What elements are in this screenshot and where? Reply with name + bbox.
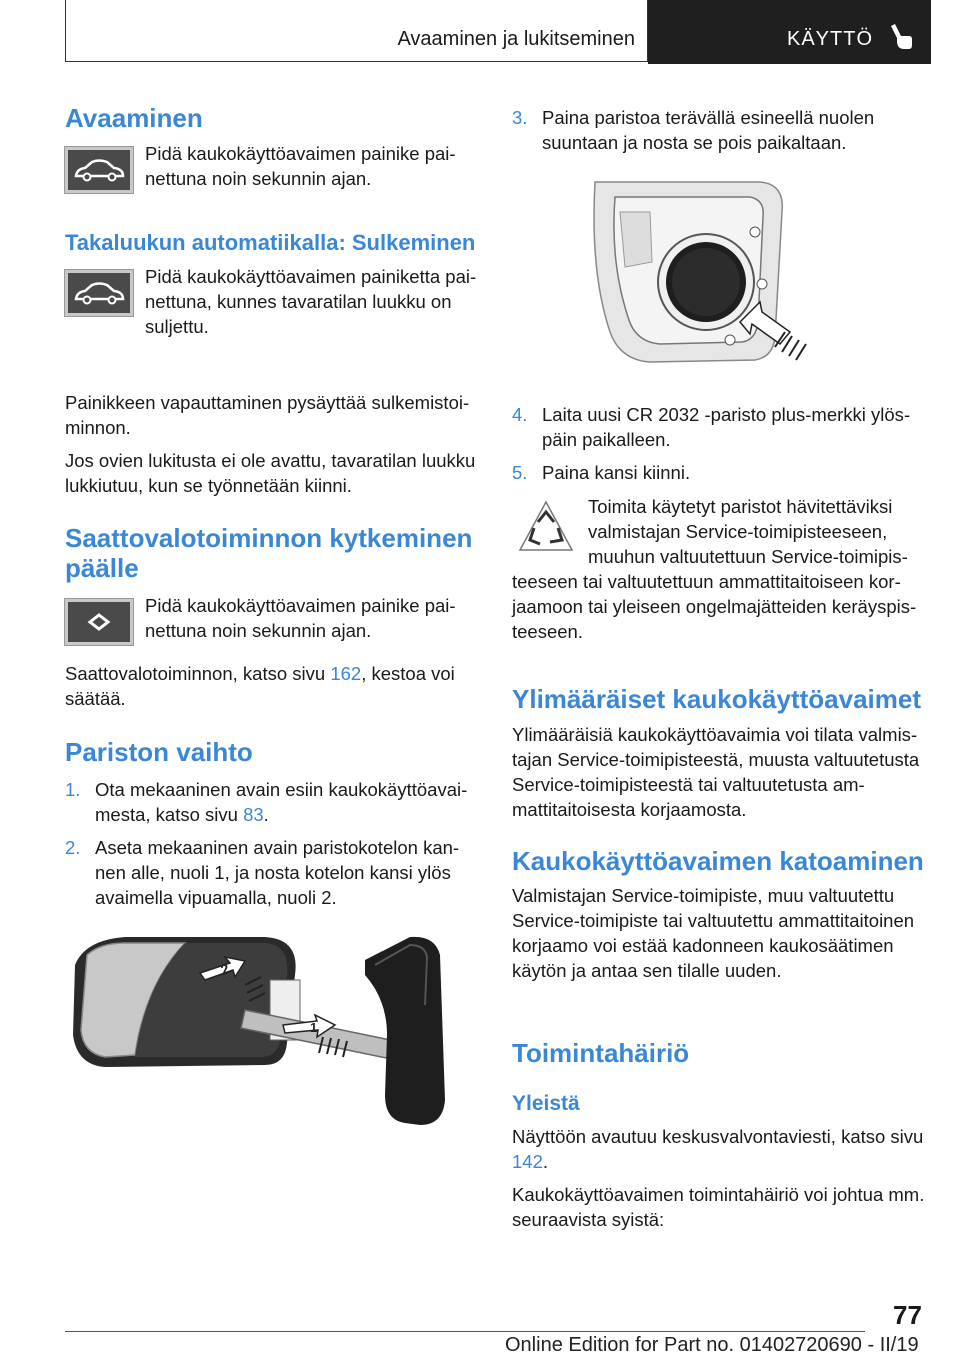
arrow-1-label: 1 xyxy=(310,1020,318,1035)
escort-ref-pre: Saattovalotoiminnon, katso sivu xyxy=(65,663,331,684)
escort-button-graphic xyxy=(65,599,133,645)
heading-malfunction: Toimintahäiriö xyxy=(512,1038,690,1068)
diamond-light-icon xyxy=(68,602,130,642)
footer-divider xyxy=(65,1331,865,1332)
page-header xyxy=(65,0,931,64)
edition-note: Online Edition for Part no. 01402720690 - II/19 xyxy=(505,1334,919,1356)
step-4-text: Laita uusi CR 2032 -paristo plus-merkki ylöspäin paikalleen. xyxy=(542,404,911,450)
page-number: 77 xyxy=(893,1300,922,1330)
escort-section xyxy=(65,523,477,649)
release-text: Painikkeen vapauttaminen pysäyttää sulkemistoiminnon. xyxy=(65,392,470,438)
recycle-text: Toimita käytetyt paristot hävitettäviksi valmistajan Service-toimipisteeseen, muuhun valtuutettuun Service-toimipisteeseen tai valtuutettuun ammattitaitoiseen korjaamoon tai yleiseen ongelmajätteiden keräyspisteeseen. xyxy=(512,496,917,642)
battery-section xyxy=(65,737,477,910)
opening-text: Pidä kaukokäyttöavaimen painike painettuna noin sekunnin ajan. xyxy=(145,143,456,189)
escort-ref-paragraph xyxy=(65,661,477,711)
step-2-number: 2. xyxy=(65,837,81,858)
causes-text: Kaukokäyttöavaimen toimintahäiriö voi johtua mm. seuraavista syistä: xyxy=(512,1184,925,1230)
heading-opening: Avaaminen xyxy=(65,103,203,133)
battery-compartment-illustration xyxy=(580,172,830,372)
step-2 xyxy=(65,835,477,910)
link-page-162[interactable]: 162 xyxy=(330,663,362,684)
step-4 xyxy=(512,402,926,452)
tailgate-close-button-graphic xyxy=(65,270,133,316)
escort-ref-post: , kestoa voi säätää. xyxy=(65,663,455,709)
car-tailgate-icon xyxy=(68,273,130,313)
escort-text: Pidä kaukokäyttöavaimen painike painettuna noin sekunnin ajan. xyxy=(145,595,456,641)
loss-text: Valmistajan Service-toimipiste, muu valtuutettu Service-toimipiste tai valtuutettu ammattitaitoinen korjaamo voi estää kadonneen kaukosäätimen käytön ja antaa sen tilalle uuden. xyxy=(512,885,915,981)
additional-keys-section xyxy=(512,684,926,822)
release-paragraph xyxy=(65,390,477,440)
recycle-icon-box xyxy=(512,498,580,560)
recycle-note xyxy=(512,494,926,644)
escort-ref-text xyxy=(65,661,477,711)
arrow-2-label: 2 xyxy=(218,960,232,978)
heading-battery: Pariston vaihto xyxy=(65,737,253,767)
key-fob-open-illustration xyxy=(65,925,465,1155)
step-1-text: Ota mekaaninen avain esiin kaukokäyttöavaimesta, katso sivu xyxy=(95,779,468,825)
tailgate-button-graphic xyxy=(65,147,133,193)
general-text xyxy=(512,1124,926,1174)
additional-text: Ylimääräisiä kaukokäyttöavaimia voi tilata valmistajan Service-toimipisteestä, muusta valtuutetusta Service-toimipisteestä tai valtuutetusta ammattitaitoisesta korjaamosta. xyxy=(512,724,920,820)
loss-section xyxy=(512,846,926,983)
tailgate-section xyxy=(65,228,477,339)
step-1-number: 1. xyxy=(65,779,81,800)
opening-section xyxy=(65,103,477,197)
link-page-83[interactable]: 83 xyxy=(243,804,264,825)
header-chapter-title: KÄYTTÖ xyxy=(786,28,873,50)
step-1 xyxy=(65,777,477,827)
step-4-number: 4. xyxy=(512,404,528,425)
recycle-icon xyxy=(512,498,580,560)
heading-escort: Saattovalotoiminnon kytkeminen päälle xyxy=(65,523,473,583)
step-3-number: 3. xyxy=(512,107,528,128)
link-page-142[interactable]: 142 xyxy=(512,1151,543,1172)
step-1-post: . xyxy=(263,804,269,825)
general-pre: Näyttöön avautuu keskusvalvontaviesti, katso sivu xyxy=(512,1126,924,1147)
header-section-title: Avaaminen ja lukitseminen xyxy=(397,28,635,50)
heading-loss: Kaukokäyttöavaimen katoaminen xyxy=(512,846,924,876)
general-post: . xyxy=(542,1151,549,1172)
step-5-text: Paina kansi kiinni. xyxy=(542,462,691,483)
unlock-paragraph xyxy=(65,448,477,498)
step-3-text: Paina paristoa terävällä esineellä nuolen suuntaan ja nosta se pois paikaltaan. xyxy=(542,107,875,153)
heading-additional: Ylimääräiset kaukokäyttöavaimet xyxy=(512,684,921,714)
steps-4-5-block xyxy=(512,402,926,485)
heading-general: Yleistä xyxy=(512,1092,580,1115)
step-2-text: Aseta mekaaninen avain paristokotelon kannen alle, nuoli 1, ja nosta kotelon kansi ylös avaimella vipuamalla, nuoli 2. xyxy=(95,837,460,908)
header-chapter-tab xyxy=(648,0,931,64)
step-5-number: 5. xyxy=(512,462,528,483)
tailgate-text: Pidä kaukokäyttöavaimen painiketta painettuna, kunnes tavaratilan luukku on suljettu. xyxy=(145,266,477,337)
malfunction-section xyxy=(512,1038,926,1232)
unlock-text: Jos ovien lukitusta ei ole avattu, tavaratilan luukku lukkiutuu, kun se työnnetään kiinni. xyxy=(65,450,476,496)
step-5 xyxy=(512,460,926,485)
heading-tailgate: Takaluukun automatiikalla: Sulkeminen xyxy=(65,230,476,255)
step-3-block xyxy=(512,105,926,155)
step-3 xyxy=(512,105,926,155)
pointing-hand-icon xyxy=(885,24,913,52)
car-tailgate-icon xyxy=(68,150,130,190)
